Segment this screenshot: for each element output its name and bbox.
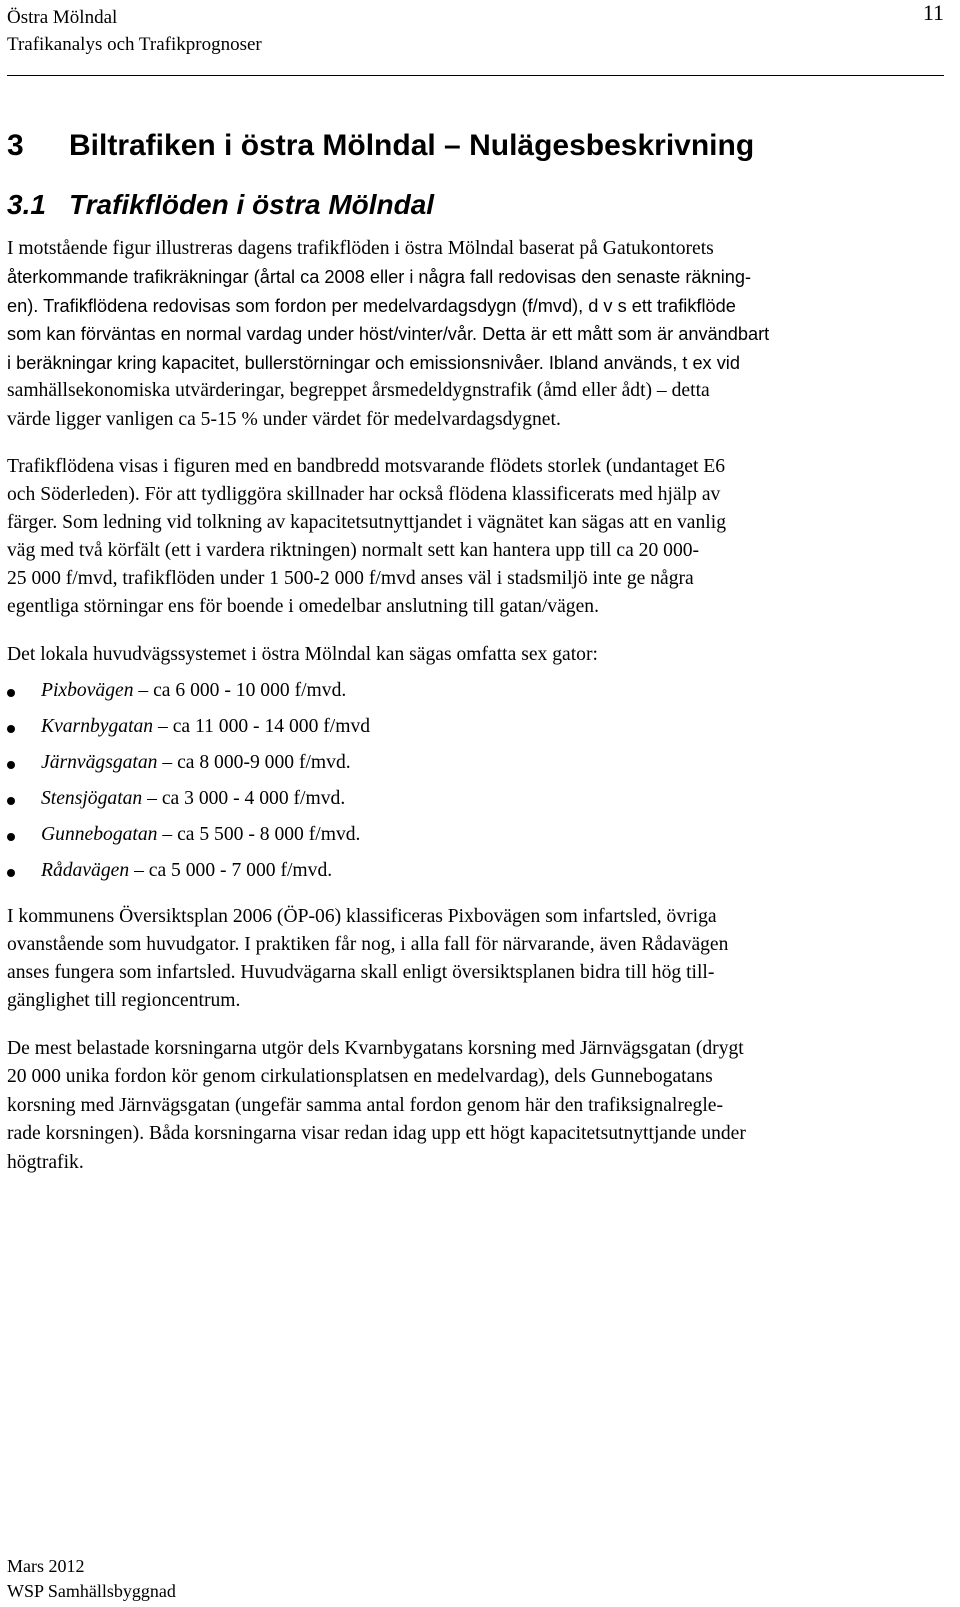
paragraph-line: samhällsekonomiska utvärderingar, begreppet årsmedeldygnstrafik (åmd eller ådt) – detta bbox=[7, 380, 710, 401]
bullet-icon bbox=[7, 869, 15, 877]
header-divider bbox=[7, 75, 944, 76]
header-document-subtitle: Trafikanalys och Trafikprognoser bbox=[7, 34, 262, 55]
paragraph-line: 20 000 unika fordon kör genom cirkulationsplatsen en medelvardag), dels Gunnebogatans bbox=[7, 1066, 713, 1087]
subsection-heading bbox=[7, 188, 434, 222]
paragraph-line: i beräkningar kring kapacitet, bullerstörningar och emissionsnivåer. Ibland används, t ex vid bbox=[7, 353, 740, 373]
section-heading bbox=[7, 128, 754, 164]
street-volume: – ca 3 000 - 4 000 f/mvd. bbox=[147, 788, 346, 809]
paragraph-line: och Söderleden). För att tydliggöra skillnader har också flödena klassificerats med hjälp av bbox=[7, 484, 721, 505]
paragraph-line: egentliga störningar ens för boende i omedelbar anslutning till gatan/vägen. bbox=[7, 596, 599, 617]
bullet-icon bbox=[7, 689, 15, 697]
street-name: Pixbovägen bbox=[41, 680, 134, 701]
list-item bbox=[7, 749, 907, 777]
paragraph-line: som kan förväntas en normal vardag under höst/vinter/vår. Detta är ett mått som är användbart bbox=[7, 324, 770, 344]
paragraph-line: återkommande trafikräkningar (årtal ca 2008 eller i några fall redovisas den senaste räkning- bbox=[7, 267, 752, 287]
list-item bbox=[7, 677, 907, 705]
street-name: Stensjögatan bbox=[41, 788, 143, 809]
bullet-icon bbox=[7, 761, 15, 769]
paragraph-line: De mest belastade korsningarna utgör dels Kvarnbygatans korsning med Järnvägsgatan (drygt bbox=[7, 1038, 744, 1059]
paragraph-line: gänglighet till regioncentrum. bbox=[7, 990, 241, 1011]
street-name: Gunnebogatan bbox=[41, 824, 158, 845]
footer-date: Mars 2012 bbox=[7, 1556, 85, 1576]
street-name: Järnvägsgatan bbox=[41, 752, 158, 773]
street-volume: – ca 5 000 - 7 000 f/mvd. bbox=[134, 860, 333, 881]
bullet-icon bbox=[7, 797, 15, 805]
paragraph-line: korsning med Järnvägsgatan (ungefär samma antal fordon genom här den trafiksignalregle- bbox=[7, 1095, 724, 1116]
list-item bbox=[7, 821, 907, 849]
paragraph-line: väg med två körfält (ett i vardera riktningen) normalt sett kan hantera upp till ca 20 000- bbox=[7, 540, 700, 561]
header-document-title: Östra Mölndal bbox=[7, 7, 118, 28]
footer-company: WSP Samhällsbyggnad bbox=[7, 1581, 176, 1601]
paragraph-line: rade korsningen). Båda korsningarna visar redan idag upp ett högt kapacitetsutnyttjande under bbox=[7, 1123, 746, 1144]
paragraph-line: högtrafik. bbox=[7, 1152, 84, 1173]
paragraph-main-roads-intro: Det lokala huvudvägssystemet i östra Mölndal kan sägas omfatta sex gator: bbox=[7, 644, 598, 665]
bullet-icon bbox=[7, 725, 15, 733]
paragraph-line: 25 000 f/mvd, trafikflöden under 1 500-2 000 f/mvd anses väl i stadsmiljö inte ge några bbox=[7, 568, 694, 589]
street-name: Rådavägen bbox=[41, 860, 130, 881]
list-item bbox=[7, 785, 907, 813]
paragraph-line: I motstående figur illustreras dagens trafikflöden i östra Mölndal baserat på Gatukontorets bbox=[7, 238, 714, 259]
street-volume: – ca 11 000 - 14 000 f/mvd bbox=[158, 716, 371, 737]
paragraph-line: färger. Som ledning vid tolkning av kapacitetsutnyttjandet i vägnätet kan sägas att en vanlig bbox=[7, 512, 726, 533]
street-volume: – ca 8 000-9 000 f/mvd. bbox=[162, 752, 351, 773]
street-volume: – ca 6 000 - 10 000 f/mvd. bbox=[138, 680, 347, 701]
section-title: Biltrafiken i östra Mölndal – Nulägesbeskrivning bbox=[69, 129, 755, 162]
paragraph-line: anses fungera som infartsled. Huvudvägarna skall enligt översiktsplanen bidra till hög till- bbox=[7, 962, 715, 983]
paragraph-line: värde ligger vanligen ca 5-15 % under värdet för medelvardagsdygnet. bbox=[7, 409, 561, 430]
list-item bbox=[7, 857, 907, 885]
street-volume: – ca 5 500 - 8 000 f/mvd. bbox=[162, 824, 361, 845]
paragraph-line: ovanstående som huvudgator. I praktiken får nog, i alla fall för närvarande, även Rådavägen bbox=[7, 934, 729, 955]
list-item bbox=[7, 713, 907, 741]
section-number: 3 bbox=[7, 129, 24, 162]
bullet-icon bbox=[7, 833, 15, 841]
paragraph-line: I kommunens Översiktsplan 2006 (ÖP-06) klassificeras Pixbovägen som infartsled, övriga bbox=[7, 906, 717, 927]
street-name: Kvarnbygatan bbox=[41, 716, 154, 737]
subsection-title: Trafikflöden i östra Mölndal bbox=[69, 189, 435, 220]
paragraph-line: Trafikflödena visas i figuren med en bandbredd motsvarande flödets storlek (undantaget E6 bbox=[7, 456, 726, 477]
paragraph-line: en). Trafikflödena redovisas som fordon per medelvardagsdygn (f/mvd), d v s ett trafikflöde bbox=[7, 296, 736, 316]
page-number: 11 bbox=[922, 0, 944, 25]
subsection-number: 3.1 bbox=[7, 189, 46, 220]
